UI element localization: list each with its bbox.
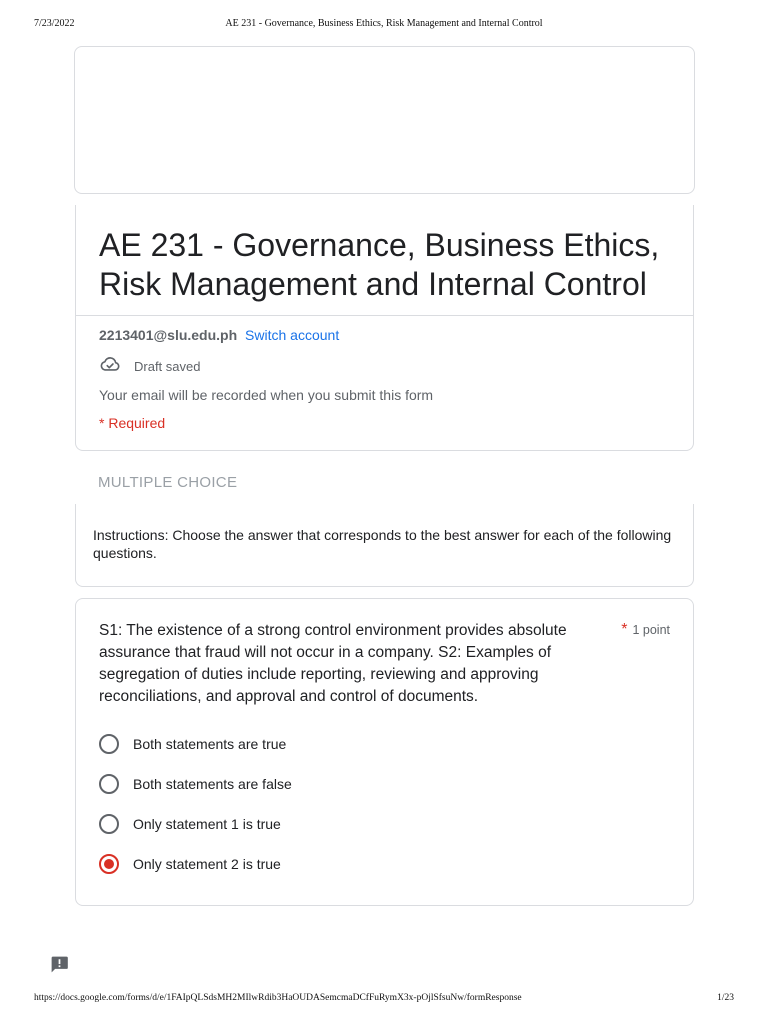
option-label: Only statement 2 is true [133, 856, 281, 872]
instructions-card [75, 504, 694, 587]
switch-account-link[interactable]: Switch account [245, 327, 340, 343]
option-label: Both statements are true [133, 736, 287, 752]
form-title-card [75, 205, 694, 451]
required-asterisk: * [621, 621, 628, 638]
header-banner [74, 46, 695, 194]
question-card [75, 598, 694, 906]
divider [76, 315, 693, 316]
draft-status [99, 355, 200, 377]
option-both-true[interactable] [99, 733, 286, 755]
form-title: AE 231 - Governance, Business Ethics, Risk Management and Internal Control [99, 227, 660, 302]
account-row [99, 325, 339, 345]
section-title: MULTIPLE CHOICE [98, 474, 238, 491]
radio-button[interactable] [99, 734, 119, 754]
radio-button[interactable] [99, 774, 119, 794]
print-title: AE 231 - Governance, Business Ethics, Risk Management and Internal Control [225, 18, 543, 29]
feedback-icon[interactable] [49, 954, 70, 975]
cloud-check-icon [99, 353, 121, 380]
print-url: https://docs.google.com/forms/d/e/1FAIpQLSdsMH2MIlwRdib3HaOUDASemcmaDCfFuRymX3x-pOjlSfsuNw/formResponse [34, 993, 522, 1003]
option-label: Only statement 1 is true [133, 816, 281, 832]
required-note: * Required [99, 415, 166, 431]
instructions-text: Instructions: Choose the answer that corresponds to the best answer for each of the following questions. [93, 527, 672, 561]
option-only-statement-1[interactable] [99, 813, 281, 835]
print-date: 7/23/2022 [34, 18, 75, 29]
points-label: 1 point [632, 623, 670, 637]
radio-button-selected[interactable] [99, 854, 119, 874]
draft-status-text: Draft saved [134, 358, 201, 374]
print-header [0, 18, 768, 32]
account-email: 2213401@slu.edu.ph [99, 327, 238, 343]
question-text: S1: The existence of a strong control environment provides absolute assurance that fraud will not occur in a company. S2: Examples of segregation of duties include reporting, reviewing and approving reconciliations, and approval and control of documents. [99, 622, 567, 705]
radio-button[interactable] [99, 814, 119, 834]
option-label: Both statements are false [133, 776, 292, 792]
print-footer [0, 993, 768, 1007]
question-points [621, 621, 670, 639]
print-page-number: 1/23 [717, 993, 734, 1003]
email-recorded-note: Your email will be recorded when you submit this form [99, 387, 434, 403]
option-only-statement-2[interactable] [99, 853, 281, 875]
option-both-false[interactable] [99, 773, 292, 795]
